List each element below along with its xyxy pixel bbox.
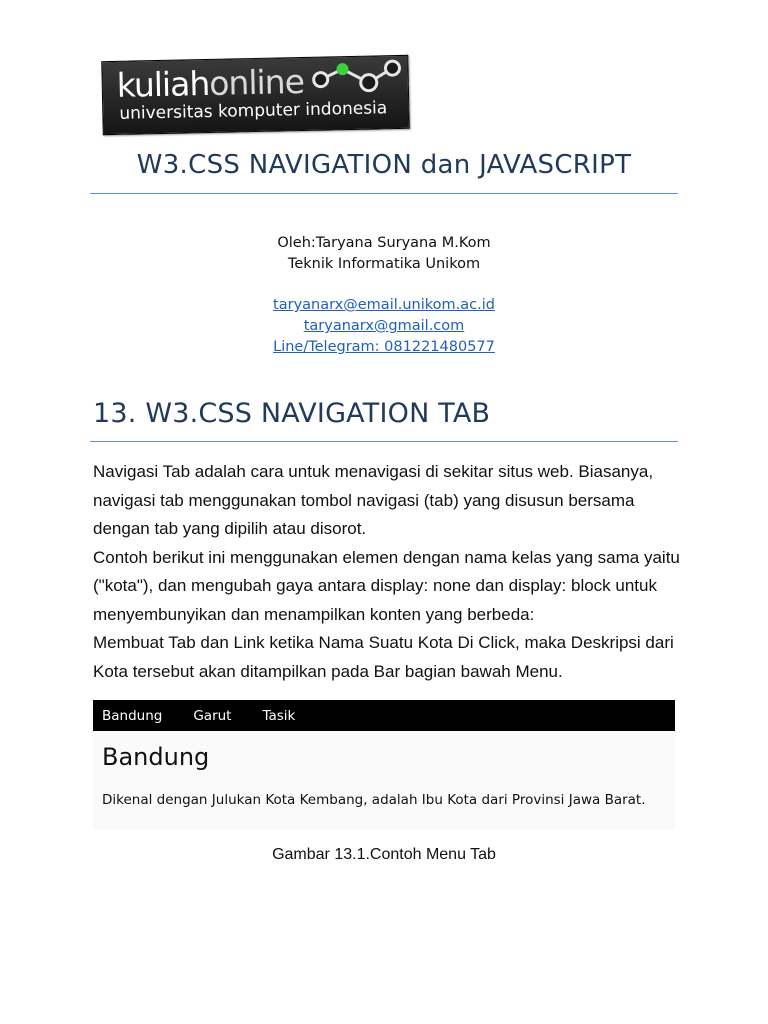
- author-affiliation: Teknik Informatika Unikom: [287, 256, 481, 272]
- email-link-gmail[interactable]: taryanarx@gmail.com: [303, 318, 465, 334]
- molecule-dots-icon: [306, 58, 407, 100]
- logo-wordmark: kuliahonline: [116, 61, 305, 105]
- logo-tagline: universitas komputer indonesia: [119, 98, 388, 124]
- tab-bandung[interactable]: Bandung: [102, 707, 163, 724]
- email-link-unikom[interactable]: taryanarx@email.unikom.ac.id: [273, 297, 495, 313]
- paragraph-intro: Navigasi Tab adalah cara untuk menavigasi di sekitar situs web. Biasanya, navigasi tab menggunakan tombol navigasi (tab) yang disusun bersama dengan tab yang dipilih atau disorot.: [93, 462, 654, 538]
- contact-link[interactable]: Line/Telegram: 081221480577: [273, 339, 495, 355]
- kuliahonline-logo: [101, 55, 409, 135]
- section-body: [93, 458, 683, 686]
- demo-city-heading: Bandung: [102, 743, 210, 771]
- section-divider: [90, 441, 678, 442]
- paragraph-instruction: Membuat Tab dan Link ketika Nama Suatu Kota Di Click, maka Deskripsi dari Kota tersebut akan ditampilkan pada Bar bagian bawah Menu.: [93, 633, 674, 681]
- figure-caption: Gambar 13.1.Contoh Menu Tab: [272, 846, 496, 863]
- tab-menu-example: [93, 700, 675, 830]
- demo-navbar: [93, 700, 675, 731]
- author-block: [90, 233, 678, 358]
- document-title: W3.CSS NAVIGATION dan JAVASCRIPT: [136, 150, 632, 180]
- paragraph-example: Contoh berikut ini menggunakan elemen dengan nama kelas yang sama yaitu ("kota"), dan mengubah gaya antara display: none dan display: block untuk menyembunyikan dan menampilkan konten yang berbeda:: [93, 547, 680, 624]
- section-heading: 13. W3.CSS NAVIGATION TAB: [93, 398, 491, 429]
- tab-tasik[interactable]: Tasik: [262, 707, 296, 724]
- title-divider: [90, 193, 678, 194]
- author-name: Oleh:Taryana Suryana M.Kom: [277, 235, 491, 251]
- demo-city-description: Dikenal dengan Julukan Kota Kembang, adalah Ibu Kota dari Provinsi Jawa Barat.: [102, 792, 646, 808]
- tab-garut[interactable]: Garut: [193, 707, 232, 724]
